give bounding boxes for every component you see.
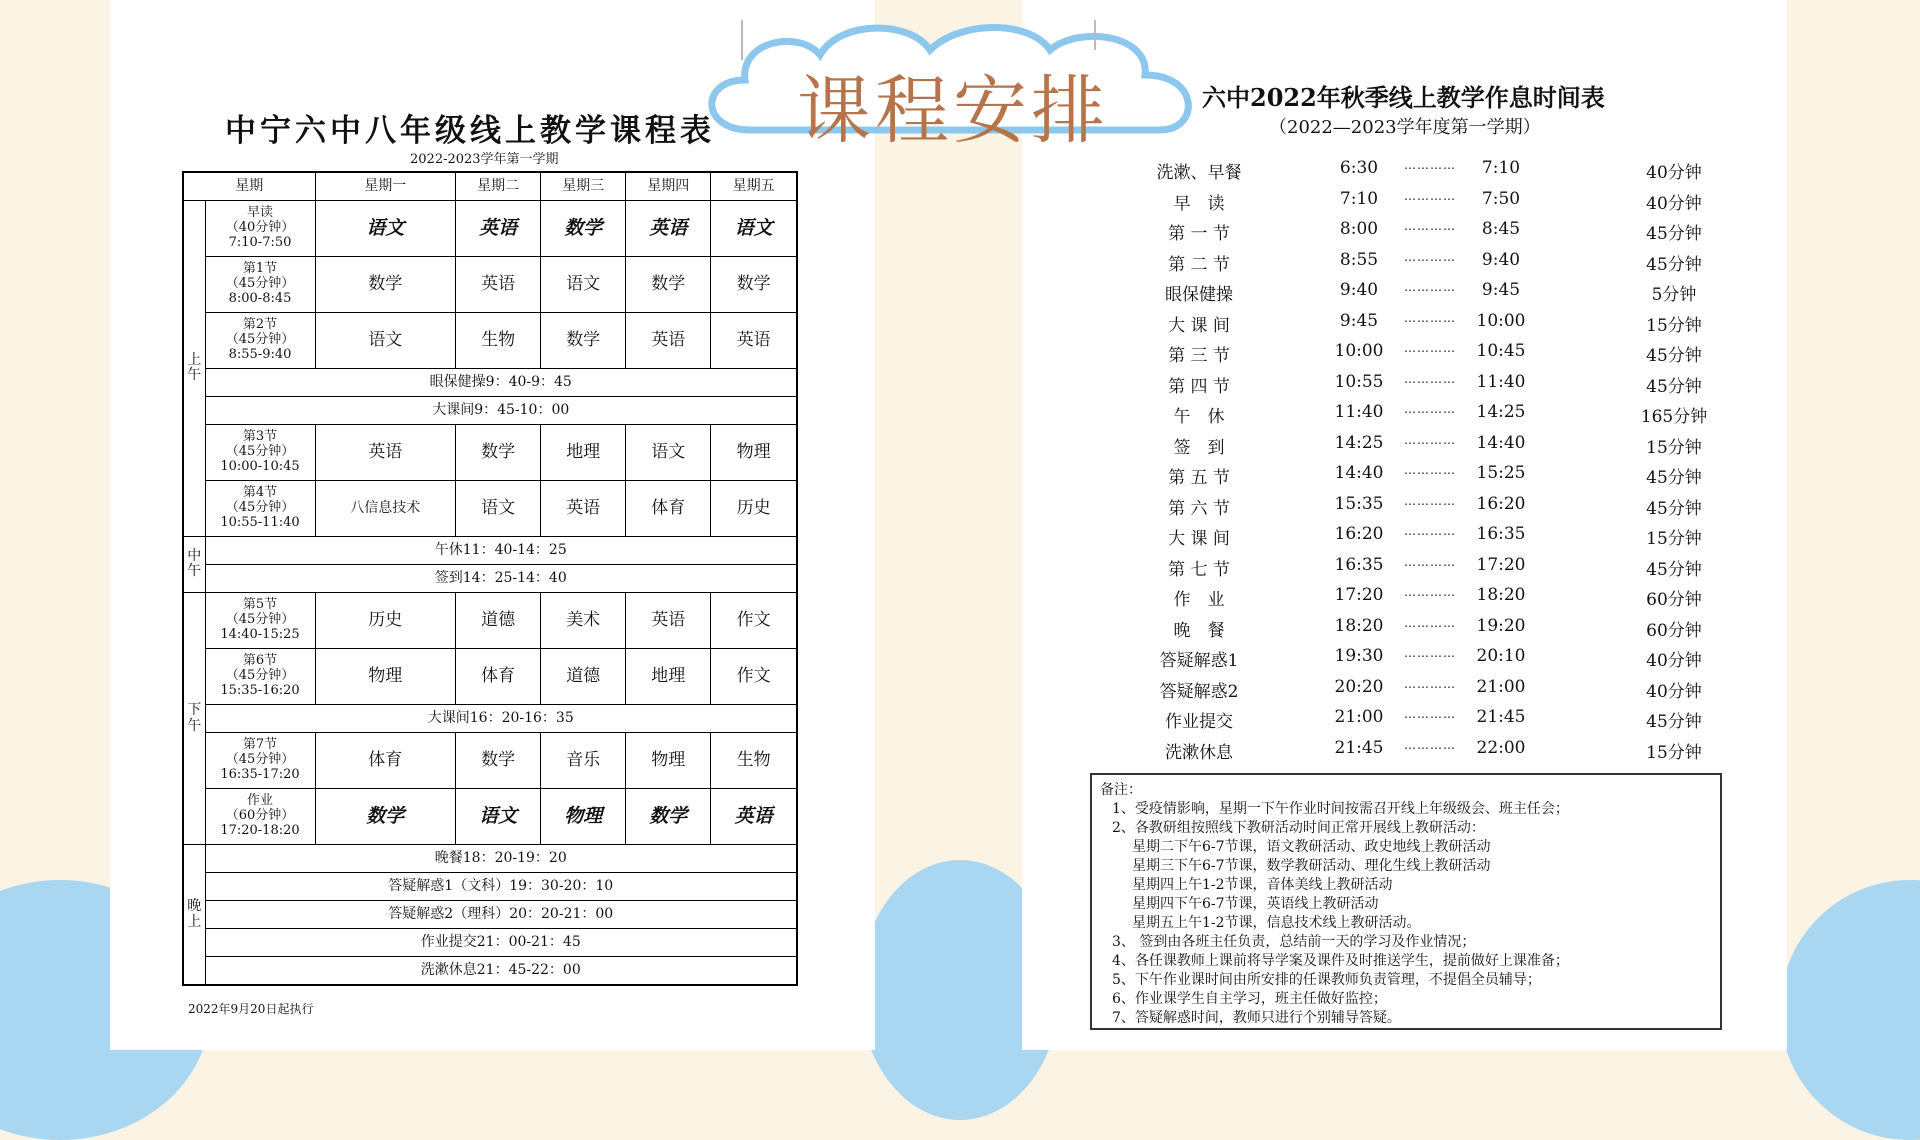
break-row: 答疑解惑2（理科）20：20-21：00 [205,901,797,929]
routine-row [1114,372,1814,403]
subject-cell: 物理 [315,649,456,705]
subject-cell: 数学 [541,200,626,256]
subject-cell: 体育 [456,649,541,705]
subject-cell: 语文 [456,480,541,536]
subject-cell: 生物 [456,312,541,368]
slot-label: 第2节 （45分钟） 8:55-9:40 [205,312,315,368]
note-item: 星期二下午6-7节课，语文教研活动、政史地线上教研活动 [1132,839,1491,855]
routine-cell: 11:40 [1334,402,1384,422]
routine-cell: 21:45 [1334,737,1384,758]
routine-cell: ………… [1404,615,1456,630]
routine-row [1114,524,1814,555]
slot-label: 第5节 （45分钟） 14:40-15:25 [205,592,315,648]
class-timetable [182,171,798,986]
routine-cell: 40分钟 [1646,193,1702,214]
timetable-row [183,705,797,733]
subject-cell: 语文 [711,200,797,256]
subject-cell: 数学 [626,789,711,845]
slot-label: 第1节 （45分钟） 8:00-8:45 [205,256,315,312]
routine-cell: 19:20 [1476,615,1526,636]
routine-list [1114,158,1814,768]
routine-cell: ………… [1404,310,1456,325]
timetable-row [183,845,797,873]
routine-cell: 9:40 [1481,249,1521,270]
subject-cell: 英语 [456,200,541,256]
timetable-row [183,592,797,648]
routine-cell: 晚 餐 [1173,620,1225,641]
subject-cell: 英语 [626,312,711,368]
subject-cell: 语文 [626,424,711,480]
subject-cell: 物理 [711,424,797,480]
day-header: 星期二 [456,172,541,200]
break-row: 晚餐18：20-19：20 [205,845,797,873]
routine-cell: ………… [1404,646,1456,660]
routine-subtitle: （2022—2023学年度第一学期） [1269,117,1541,138]
note-item: 6、作业课学生自主学习，班主任做好监控； [1112,991,1387,1007]
routine-title: 六中2022年秋季线上教学作息时间表 [1202,83,1605,112]
routine-cell: 22:00 [1476,737,1526,758]
routine-cell: 18:20 [1476,585,1526,605]
routine-cell: 第 六 节 [1168,498,1230,519]
header-corner: 星期 [183,172,315,200]
notes-box [1090,773,1722,1030]
subject-cell: 数学 [456,424,541,480]
period-label: 晚 上 [183,845,205,985]
routine-cell: 答疑解惑1 [1159,651,1239,671]
schedule-title: 中宁六中八年级线上教学课程表 [225,113,715,149]
slot-label: 第7节 （45分钟） 16:35-17:20 [205,733,315,789]
notes-title: 备注： [1100,782,1142,798]
period-label: 中 午 [183,536,205,592]
timetable-row [183,536,797,564]
routine-cell: 45分钟 [1646,468,1702,488]
routine-cell: 16:20 [1476,493,1526,514]
routine-cell: 18:20 [1334,615,1384,636]
subject-cell: 道德 [456,592,541,648]
routine-cell: ………… [1404,219,1456,233]
routine-cell: 5分钟 [1651,285,1697,305]
subject-cell: 物理 [541,789,626,845]
banner-title: 课程安排 [797,68,1109,154]
routine-cell: ………… [1404,249,1456,264]
routine-cell: 15分钟 [1646,437,1702,458]
routine-row [1114,189,1814,220]
routine-cell: 第 二 节 [1168,254,1230,275]
slot-label: 第4节 （45分钟） 10:55-11:40 [205,480,315,536]
routine-cell: 165分钟 [1640,407,1708,427]
routine-cell: 16:35 [1334,554,1384,575]
slot-label: 第3节 （45分钟） 10:00-10:45 [205,424,315,480]
timetable-row [183,929,797,957]
day-header: 星期一 [315,172,456,200]
routine-cell: 洗漱、早餐 [1156,163,1242,183]
subject-cell: 英语 [711,312,797,368]
routine-cell: 21:00 [1476,676,1526,697]
routine-cell: 20:10 [1476,646,1526,666]
routine-cell: 签 到 [1173,437,1225,458]
subject-cell: 语文 [456,789,541,845]
subject-cell: 八信息技术 [315,480,456,536]
subject-cell: 作文 [711,649,797,705]
routine-cell: 10:00 [1476,310,1526,331]
routine-cell: 15分钟 [1646,529,1702,549]
routine-cell: 45分钟 [1646,254,1702,275]
note-item: 1、受疫情影响，星期一下午作业时间按需召开线上年级级会、班主任会； [1112,801,1569,817]
routine-cell: 午 休 [1173,407,1225,427]
routine-cell: 60分钟 [1646,590,1702,610]
subject-cell: 历史 [711,480,797,536]
note-item: 星期四上午1-2节课，音体美线上教研活动 [1132,877,1393,893]
subject-cell: 数学 [315,256,456,312]
routine-cell: 8:00 [1339,219,1379,239]
subject-cell: 语文 [541,256,626,312]
routine-cell: 45分钟 [1646,498,1702,519]
routine-cell: 17:20 [1334,585,1384,605]
subject-cell: 体育 [315,733,456,789]
routine-cell: ………… [1404,707,1456,721]
timetable-row [183,200,797,256]
period-label: 下 午 [183,592,205,844]
routine-cell: 作业提交 [1165,712,1233,732]
break-row: 午休11：40-14：25 [205,536,797,564]
routine-cell: 21:45 [1476,707,1526,727]
period-label: 上 午 [183,200,205,536]
subject-cell: 英语 [541,480,626,536]
routine-cell: 第 五 节 [1168,468,1230,488]
schedule-subtitle: 2022-2023学年第一学期 [410,152,559,167]
routine-cell: 15分钟 [1646,315,1702,336]
routine-row [1114,707,1814,738]
subject-cell: 地理 [626,649,711,705]
routine-cell: 40分钟 [1646,681,1702,702]
routine-cell: ………… [1404,158,1456,172]
routine-cell: 60分钟 [1646,620,1702,641]
day-header: 星期三 [541,172,626,200]
note-item: 星期三下午6-7节课，数学教研活动、理化生线上教研活动 [1132,858,1491,874]
timetable-row [183,733,797,789]
subject-cell: 作文 [711,592,797,648]
routine-row [1114,463,1814,494]
routine-cell: 14:25 [1334,432,1384,453]
routine-row [1114,646,1814,677]
routine-row [1114,250,1814,281]
routine-cell: 45分钟 [1646,712,1702,732]
routine-row [1114,219,1814,250]
subject-cell: 英语 [315,424,456,480]
subject-cell: 数学 [626,256,711,312]
subject-cell: 音乐 [541,733,626,789]
routine-cell: ………… [1404,493,1456,508]
routine-cell: ………… [1404,585,1456,599]
routine-cell: 大 课 间 [1168,315,1230,336]
timetable-row [183,649,797,705]
subject-cell: 英语 [626,592,711,648]
day-header: 星期五 [711,172,797,200]
routine-cell: ………… [1404,676,1456,691]
routine-cell: 早 读 [1173,193,1225,214]
routine-cell: 洗漱休息 [1165,742,1233,763]
routine-row [1114,341,1814,372]
routine-cell: 20:20 [1334,676,1384,697]
timetable-row [183,396,797,424]
routine-row [1114,738,1814,769]
subject-cell: 体育 [626,480,711,536]
timetable-row [183,957,797,985]
routine-row [1114,311,1814,342]
effective-date: 2022年9月20日起执行 [188,1002,314,1016]
routine-cell: 15:35 [1334,493,1384,514]
routine-cell: 40分钟 [1646,651,1702,671]
routine-cell: 14:40 [1334,463,1384,483]
subject-cell: 道德 [541,649,626,705]
routine-cell: 16:20 [1334,524,1384,544]
routine-cell: 45分钟 [1646,559,1702,580]
subject-cell: 历史 [315,592,456,648]
routine-cell: 8:45 [1481,219,1521,239]
routine-cell: ………… [1404,188,1456,203]
routine-cell: ………… [1404,371,1456,386]
routine-cell: 10:00 [1334,341,1384,361]
timetable-row [183,789,797,845]
routine-cell: 10:55 [1334,371,1384,392]
routine-cell: 10:45 [1476,341,1526,361]
subject-cell: 物理 [626,733,711,789]
routine-cell: 14:40 [1476,432,1526,453]
routine-cell: 答疑解惑2 [1159,681,1239,702]
subject-cell: 语文 [315,312,456,368]
routine-cell: ………… [1404,280,1456,294]
timetable-row [183,564,797,592]
timetable-row [183,368,797,396]
routine-cell: 14:25 [1476,402,1526,422]
break-row: 大课间16：20-16：35 [205,705,797,733]
routine-cell: ………… [1404,341,1456,355]
subject-cell: 数学 [711,256,797,312]
routine-row [1114,494,1814,525]
routine-cell: 15分钟 [1646,742,1702,763]
routine-row [1114,433,1814,464]
routine-cell: 40分钟 [1646,163,1702,183]
routine-cell: 11:40 [1476,371,1526,392]
routine-row [1114,585,1814,616]
timetable-row [183,480,797,536]
routine-cell: ………… [1404,432,1456,447]
routine-cell: 第 一 节 [1168,224,1230,244]
slot-label: 早读 （40分钟） 7:10-7:50 [205,200,315,256]
slot-label: 作业 （60分钟） 17:20-18:20 [205,789,315,845]
routine-cell: ………… [1404,554,1456,569]
timetable-row [183,873,797,901]
timetable-row [183,901,797,929]
routine-cell: 21:00 [1334,707,1384,727]
routine-cell: 45分钟 [1646,224,1702,244]
break-row: 大课间9：45-10：00 [205,396,797,424]
routine-row [1114,280,1814,311]
break-row: 作业提交21：00-21：45 [205,929,797,957]
routine-cell: ………… [1404,463,1456,477]
subject-cell: 英语 [456,256,541,312]
note-item: 星期四下午6-7节课，英语线上教研活动 [1132,896,1379,912]
routine-cell: 9:45 [1339,310,1379,331]
break-row: 眼保健操9：40-9：45 [205,368,797,396]
routine-cell: 7:10 [1339,188,1379,209]
timetable-row [183,256,797,312]
subject-cell: 数学 [541,312,626,368]
subject-cell: 美术 [541,592,626,648]
routine-cell: 7:10 [1481,158,1521,178]
routine-cell: 17:20 [1476,554,1526,575]
routine-cell: 眼保健操 [1165,285,1233,305]
routine-cell: 8:55 [1339,249,1379,270]
routine-cell: 6:30 [1339,158,1379,178]
break-row: 签到14：25-14：40 [205,564,797,592]
routine-cell: 15:25 [1476,463,1526,483]
note-item: 4、各任课教师上课前将导学案及课件及时推送学生，提前做好上课准备； [1112,953,1569,969]
routine-cell: ………… [1404,737,1456,752]
routine-cell: 45分钟 [1646,376,1702,397]
slot-label: 第6节 （45分钟） 15:35-16:20 [205,649,315,705]
routine-cell: 第 三 节 [1168,346,1230,366]
routine-row [1114,677,1814,708]
routine-cell: ………… [1404,524,1456,538]
routine-row [1114,402,1814,433]
subject-cell: 英语 [626,200,711,256]
note-item: 3、 签到由各班主任负责，总结前一天的学习及作业情况； [1112,934,1476,950]
routine-cell: 45分钟 [1646,346,1702,366]
timetable-row [183,424,797,480]
break-row: 答疑解惑1（文科）19：30-20：10 [205,873,797,901]
routine-cell: 9:45 [1481,280,1521,300]
routine-row [1114,616,1814,647]
note-item: 7、答疑解惑时间，教师只进行个别辅导答疑。 [1112,1010,1401,1026]
subject-cell: 数学 [456,733,541,789]
routine-cell: 7:50 [1481,188,1521,209]
corner-decor [1780,880,1920,1140]
routine-cell: 9:40 [1339,280,1379,300]
timetable-row [183,312,797,368]
routine-cell: 第 四 节 [1168,376,1230,397]
day-header: 星期四 [626,172,711,200]
note-item: 2、各教研组按照线下教研活动时间正常开展线上教研活动： [1112,820,1485,836]
routine-row [1114,555,1814,586]
routine-cell: 大 课 间 [1168,529,1230,549]
routine-cell: 19:30 [1334,646,1384,666]
routine-cell: 16:35 [1476,524,1526,544]
note-item: 5、下午作业课时间由所安排的任课教师负责管理，不提倡全员辅导； [1112,972,1541,988]
note-item: 星期五上午1-2节课，信息技术线上教研活动。 [1132,915,1421,931]
subject-cell: 数学 [315,789,456,845]
routine-cell: ………… [1404,402,1456,416]
subject-cell: 生物 [711,733,797,789]
routine-cell: 作 业 [1173,590,1225,610]
break-row: 洗漱休息21：45-22：00 [205,957,797,985]
subject-cell: 地理 [541,424,626,480]
routine-cell: 第 七 节 [1168,559,1230,580]
subject-cell: 语文 [315,200,456,256]
routine-row [1114,158,1814,189]
subject-cell: 英语 [711,789,797,845]
